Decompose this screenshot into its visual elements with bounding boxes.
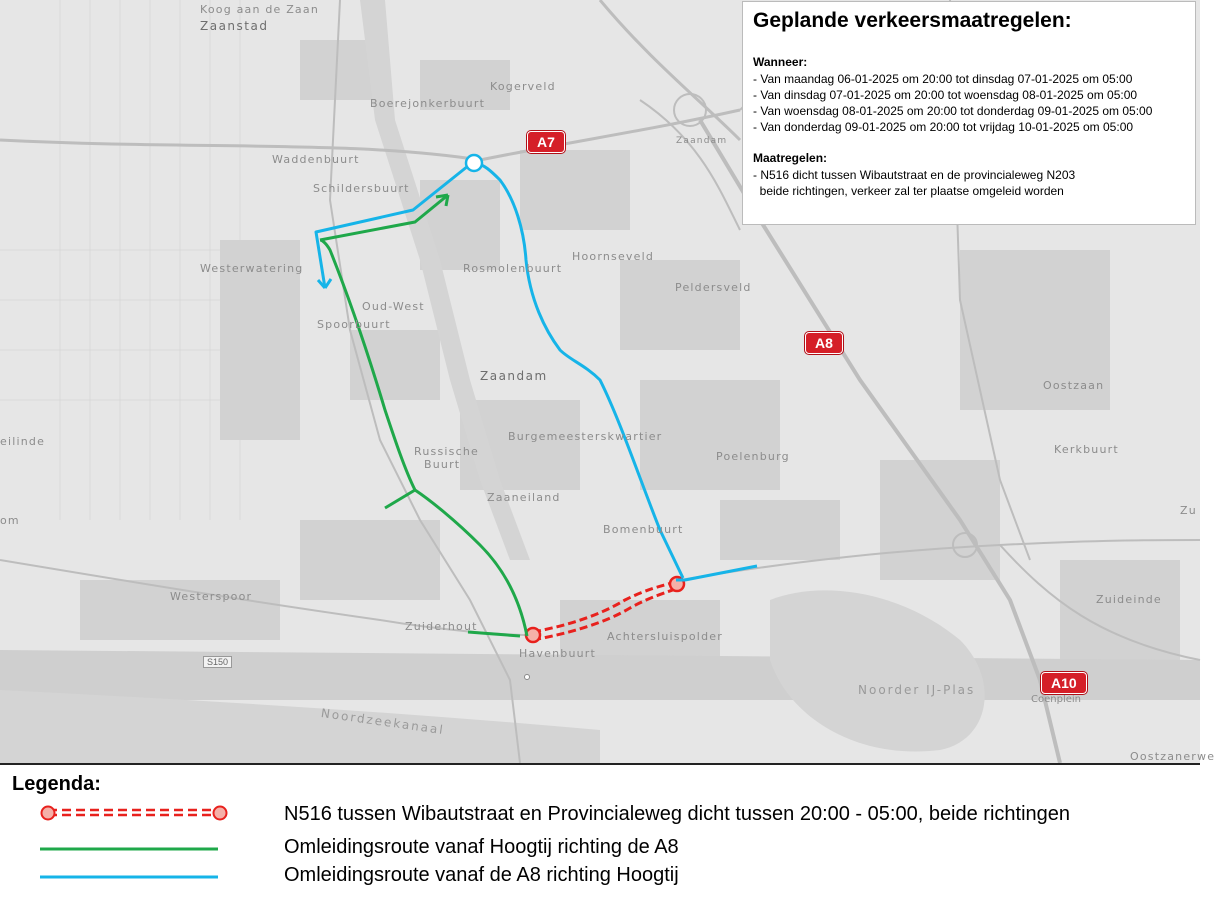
place-zuideinde: Zuideinde [1096,593,1162,606]
place-eilinde: eilinde [0,435,46,448]
place-achtersluispolder: Achtersluispolder [607,630,723,643]
place-spoorbuurt: Spoorbuurt [317,318,391,331]
place-westerwatering: Westerwatering [200,262,304,275]
when-line: - Van donderdag 09-01-2025 om 20:00 tot vrijdag 10-01-2025 om 05:00 [753,120,1134,134]
when-heading: Wanneer: [753,55,808,69]
place-oostzaan: Oostzaan [1043,379,1105,392]
place-hoornseveld: Hoornseveld [572,250,655,263]
place-westerspoor: Westerspoor [170,590,253,603]
place-zaandam: Zaandam [480,369,548,383]
measure-line: - N516 dicht tussen Wibautstraat en de provincialeweg N203 [753,168,1076,182]
place-bomenbuurt: Bomenbuurt [603,523,684,536]
place-poelenburg: Poelenburg [716,450,790,463]
when-line: - Van woensdag 08-01-2025 om 20:00 tot donderdag 09-01-2025 om 05:00 [753,104,1153,118]
road-shield-a8: A8 [805,332,843,354]
place-noordzeekanaal: Noordzeekanaal [320,706,446,738]
info-panel [742,1,1196,225]
when-line: - Van maandag 06-01-2025 om 20:00 tot dinsdag 07-01-2025 om 05:00 [753,72,1133,86]
place-zuiderhout: Zuiderhout [405,620,478,633]
legend-heading: Legenda: [12,773,101,795]
legend-item-blue-route: Omleidingsroute vanaf de A8 richting Hoogtij [284,864,679,886]
legend-green-route-symbol [40,846,230,852]
place-havenbuurt: Havenbuurt [519,647,597,660]
place-coenplein: Coenplein [1031,694,1081,705]
measure-line: beide richtingen, verkeer zal ter plaatse omgeleid worden [753,184,1064,198]
road-shield-a10: A10 [1041,672,1087,694]
legend [0,763,1200,906]
place-zaanstad: Zaanstad [200,19,269,33]
place-koog: Koog aan de Zaan [200,3,319,16]
road-shield-s150: S150 [203,656,232,668]
when-line: - Van dinsdag 07-01-2025 om 20:00 tot woensdag 08-01-2025 om 05:00 [753,88,1138,102]
legend-item-green-route: Omleidingsroute vanaf Hoogtij richting de A8 [284,836,679,858]
place-russische: Russische [414,445,479,458]
place-peldersveld: Peldersveld [675,281,752,294]
place-boerejonkerbuurt: Boerejonkerbuurt [370,97,486,110]
place-buurt: Buurt [424,458,461,471]
place-zaaneiland: Zaaneiland [487,491,561,504]
place-zaandam-ne: Zaandam [676,136,728,146]
place-kogerveld: Kogerveld [490,80,556,93]
place-oostzanerwerf: Oostzanerwe [1130,750,1215,763]
place-burgemeesterskwartier: Burgemeesterskwartier [508,430,663,443]
measures-heading: Maatregelen: [753,151,828,165]
legend-closed-road-symbol [40,803,230,823]
blue-route-roundabout[interactable] [466,155,482,171]
place-rosmolenbuurt: Rosmolenbuurt [463,262,563,275]
place-oud-west: Oud-West [362,300,425,313]
legend-item-closed-road: N516 tussen Wibautstraat en Provincialeweg dicht tussen 20:00 - 05:00, beide richtingen [284,803,1071,825]
place-noorder-ij-plas: Noorder IJ-Plas [858,683,976,697]
place-waddenbuurt: Waddenbuurt [272,153,360,166]
green-route-end-dot [525,675,530,680]
place-zu: Zu [1180,504,1197,517]
legend-blue-route-symbol [40,874,230,880]
place-schildersbuurt: Schildersbuurt [313,182,410,195]
place-om: om [0,514,20,527]
place-kerkbuurt: Kerkbuurt [1054,443,1119,456]
info-title: Geplande verkeersmaatregelen: [753,9,1072,32]
road-shield-a7: A7 [527,131,565,153]
